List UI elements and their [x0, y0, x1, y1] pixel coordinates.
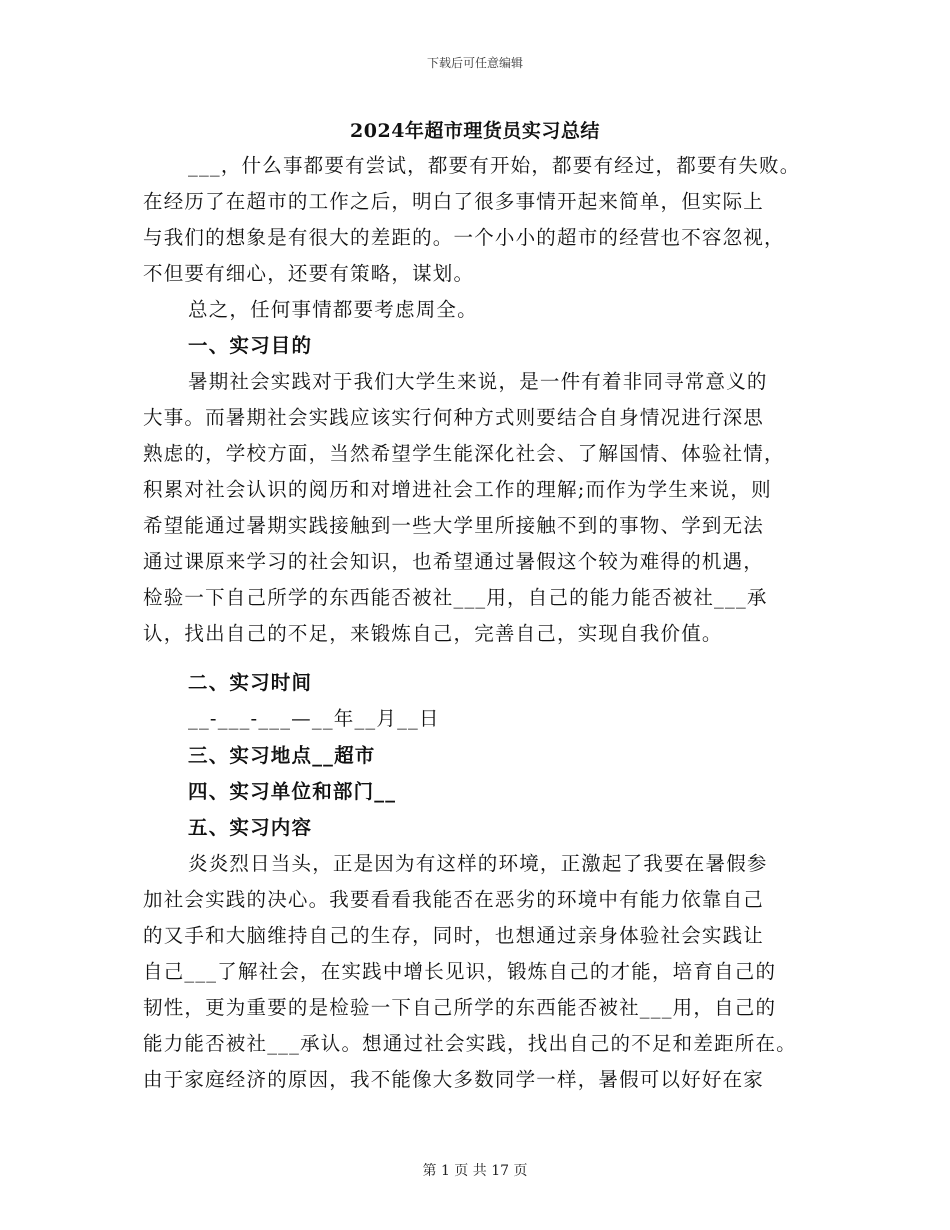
body-line: 积累对社会认识的阅历和对增进社会工作的理解;而作为学生来说，则 — [143, 478, 772, 501]
body-line: __-___-___—__年__月__日 — [188, 707, 440, 730]
body-line: 炎炎烈日当头，正是因为有这样的环境，正激起了我要在暑假参 — [188, 852, 768, 875]
body-line: 总之，任何事情都要考虑周全。 — [188, 298, 478, 321]
section-heading: 二、实习时间 — [188, 671, 313, 694]
section-heading: 一、实习目的 — [188, 334, 313, 357]
document-title: 2024年超市理货员实习总结 — [350, 120, 600, 142]
body-line: 的又手和大脑维持自己的生存，同时，也想通过亲身体验社会实践让 — [143, 924, 765, 947]
body-line: 与我们的想象是有很大的差距的。一个小小的超市的经营也不容忽视， — [143, 226, 785, 249]
body-line: 不但要有细心，还要有策略，谋划。 — [143, 262, 475, 285]
body-line: 由于家庭经济的原因，我不能像大多数同学一样，暑假可以好好在家 — [143, 1068, 765, 1091]
page-number: 第 1 页 共 17 页 — [422, 1163, 528, 1179]
body-line: 能力能否被社___承认。想通过社会实践，找出自己的不足和差距所在。 — [143, 1032, 797, 1055]
body-line: 韧性，更为重要的是检验一下自己所学的东西能否被社___用，自己的 — [143, 996, 777, 1019]
body-line: 大事。而暑期社会实践应该实行何种方式则要结合自身情况进行深思 — [143, 406, 765, 429]
body-line: 希望能通过暑期实践接触到一些大学里所接触不到的事物、学到无法 — [143, 514, 765, 537]
body-line: 熟虑的，学校方面，当然希望学生能深化社会、了解国情、体验社情， — [143, 442, 785, 465]
body-line: 加社会实践的决心。我要看看我能否在恶劣的环境中有能力依靠自己 — [143, 888, 765, 911]
body-line: 在经历了在超市的工作之后，明白了很多事情开起来简单，但实际上 — [143, 190, 765, 213]
header-note: 下载后可任意编辑 — [426, 56, 523, 70]
body-line: 认，找出自己的不足，来锻炼自己，完善自己，实现自我价值。 — [143, 622, 723, 645]
body-line: 暑期社会实践对于我们大学生来说，是一件有着非同寻常意义的 — [188, 370, 768, 393]
body-line: 检验一下自己所学的东西能否被社___用，自己的能力能否被社___承 — [143, 586, 768, 609]
body-line: ___，什么事都要有尝试，都要有开始，都要有经过，都要有失败。 — [188, 154, 801, 177]
body-line: 通过课原来学习的社会知识，也希望通过暑假这个较为难得的机遇， — [143, 550, 765, 573]
section-heading: 三、实习地点__超市 — [188, 744, 376, 767]
section-heading: 五、实习内容 — [188, 816, 313, 839]
body-line: 自己___了解社会，在实践中增长见识，锻炼自己的才能，培育自己的 — [143, 960, 777, 983]
section-heading: 四、实习单位和部门__ — [188, 780, 397, 803]
